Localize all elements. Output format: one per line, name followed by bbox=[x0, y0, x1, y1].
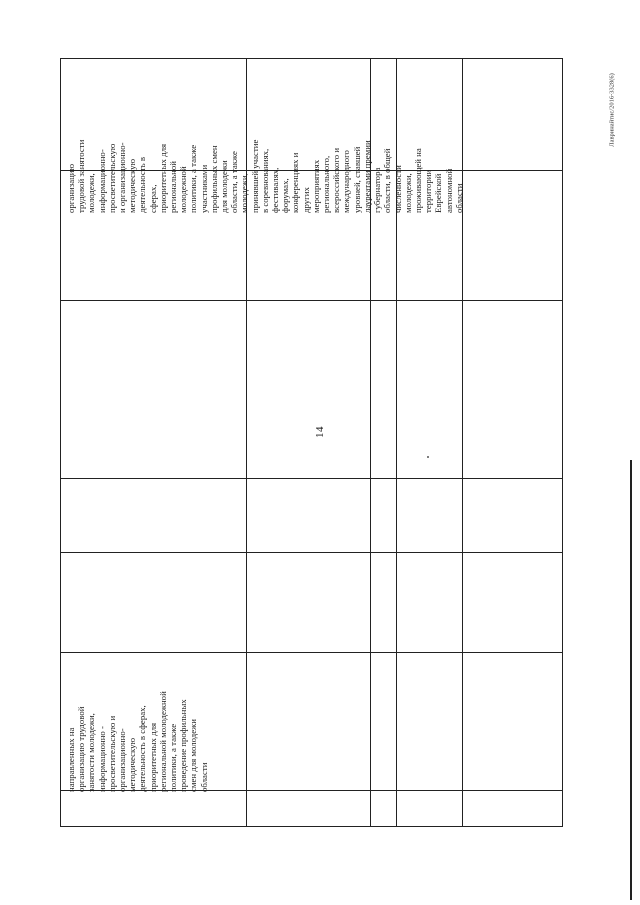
cell-text-line: автономной bbox=[443, 168, 454, 213]
cell-text-line: проведение профильных bbox=[178, 699, 189, 792]
cell-text-line: молодежной bbox=[178, 166, 189, 213]
cell-text-line: профильных смен bbox=[208, 145, 219, 213]
cell-text-line: методическую bbox=[127, 158, 138, 213]
scan-speck bbox=[427, 456, 429, 458]
cell-text-line: информационно- bbox=[96, 149, 107, 213]
cell-text-line: молодежи, bbox=[402, 173, 413, 213]
cell-text-line: области, в общей bbox=[382, 148, 393, 213]
cell-text-line: деятельность в bbox=[137, 156, 148, 213]
cell-text-line: области, а также bbox=[229, 151, 240, 213]
cell-text-line: приоритетных для bbox=[147, 722, 158, 792]
cell-text-line: Еврейской bbox=[433, 173, 444, 213]
cell-text-line: международного bbox=[341, 150, 352, 213]
cell-text-line: области bbox=[198, 762, 209, 792]
cell-text-line: занятости молодежи, bbox=[86, 713, 97, 792]
cell-text-line: форумах, bbox=[280, 178, 291, 213]
cell-text-line: смен для молодежи bbox=[188, 719, 199, 792]
table-row-divider-4 bbox=[60, 552, 563, 553]
scan-edge-bar bbox=[630, 460, 632, 900]
cell-text-line: просветительскую bbox=[106, 143, 117, 213]
cell-text-line: в соревнованиях, bbox=[259, 148, 270, 213]
cell-text-line: всероссийского и bbox=[331, 147, 342, 213]
cell-text-line: политики, а также bbox=[188, 144, 199, 213]
cell-text-line: мероприятиях bbox=[310, 159, 321, 213]
cell-text-line: деятельность в сферах, bbox=[137, 705, 148, 792]
cell-text-line: политики, а также bbox=[168, 723, 179, 792]
cell-text-line: проживающей на bbox=[412, 148, 423, 213]
table-column-border-1 bbox=[60, 58, 61, 826]
cell-text-line: молодежи, bbox=[239, 173, 250, 213]
table-border-bottom bbox=[60, 826, 563, 827]
cell-text-line: территории bbox=[423, 169, 434, 213]
cell-text-line: организацию bbox=[66, 163, 76, 213]
table-cell-left-description bbox=[66, 632, 209, 792]
document-code: Лавринайтис/2016-3328(6) bbox=[608, 73, 616, 147]
cell-text-line: фестивалях, bbox=[270, 167, 281, 213]
cell-text-line: региональной bbox=[168, 161, 179, 213]
table-row-divider-3 bbox=[60, 478, 563, 479]
cell-text-line: для молодежи bbox=[219, 160, 230, 213]
cell-text-line: направленных на bbox=[66, 727, 76, 792]
cell-text-line: и организационно- bbox=[117, 142, 128, 213]
cell-text-line: организационно- bbox=[117, 728, 128, 792]
cell-text-line: конференциях и bbox=[290, 152, 301, 213]
cell-text-line: области bbox=[453, 183, 464, 213]
cell-text-line: лауреатами премии bbox=[361, 140, 372, 213]
cell-text-line: принявшей участие bbox=[249, 139, 260, 213]
cell-text-line: трудовой занятости bbox=[76, 139, 87, 213]
cell-text-line: информационно - bbox=[96, 726, 107, 792]
cell-text-line: региональной молодежной bbox=[157, 691, 168, 792]
cell-text-line: других bbox=[300, 187, 311, 213]
cell-text-line: молодежи, bbox=[86, 173, 97, 213]
table-column-border-6 bbox=[562, 58, 563, 826]
cell-text-line: численности bbox=[392, 165, 403, 213]
cell-text-line: приоритетных для bbox=[157, 143, 168, 213]
cell-text-line: регионального, bbox=[321, 155, 332, 213]
cell-text-line: организацию трудовой bbox=[76, 706, 87, 792]
page-number: 14 bbox=[314, 426, 326, 438]
table-row-divider-2 bbox=[60, 300, 563, 301]
cell-text-line: просветительскую и bbox=[106, 715, 117, 792]
cell-text-line: методическую bbox=[127, 737, 138, 792]
cell-text-line: уровней, ставшей bbox=[351, 146, 362, 213]
cell-text-line: сферах, bbox=[147, 184, 158, 213]
cell-text-line: губернатора bbox=[372, 167, 383, 213]
cell-text-line: участниками bbox=[198, 164, 209, 213]
table-cell-right-indicator bbox=[66, 58, 464, 213]
